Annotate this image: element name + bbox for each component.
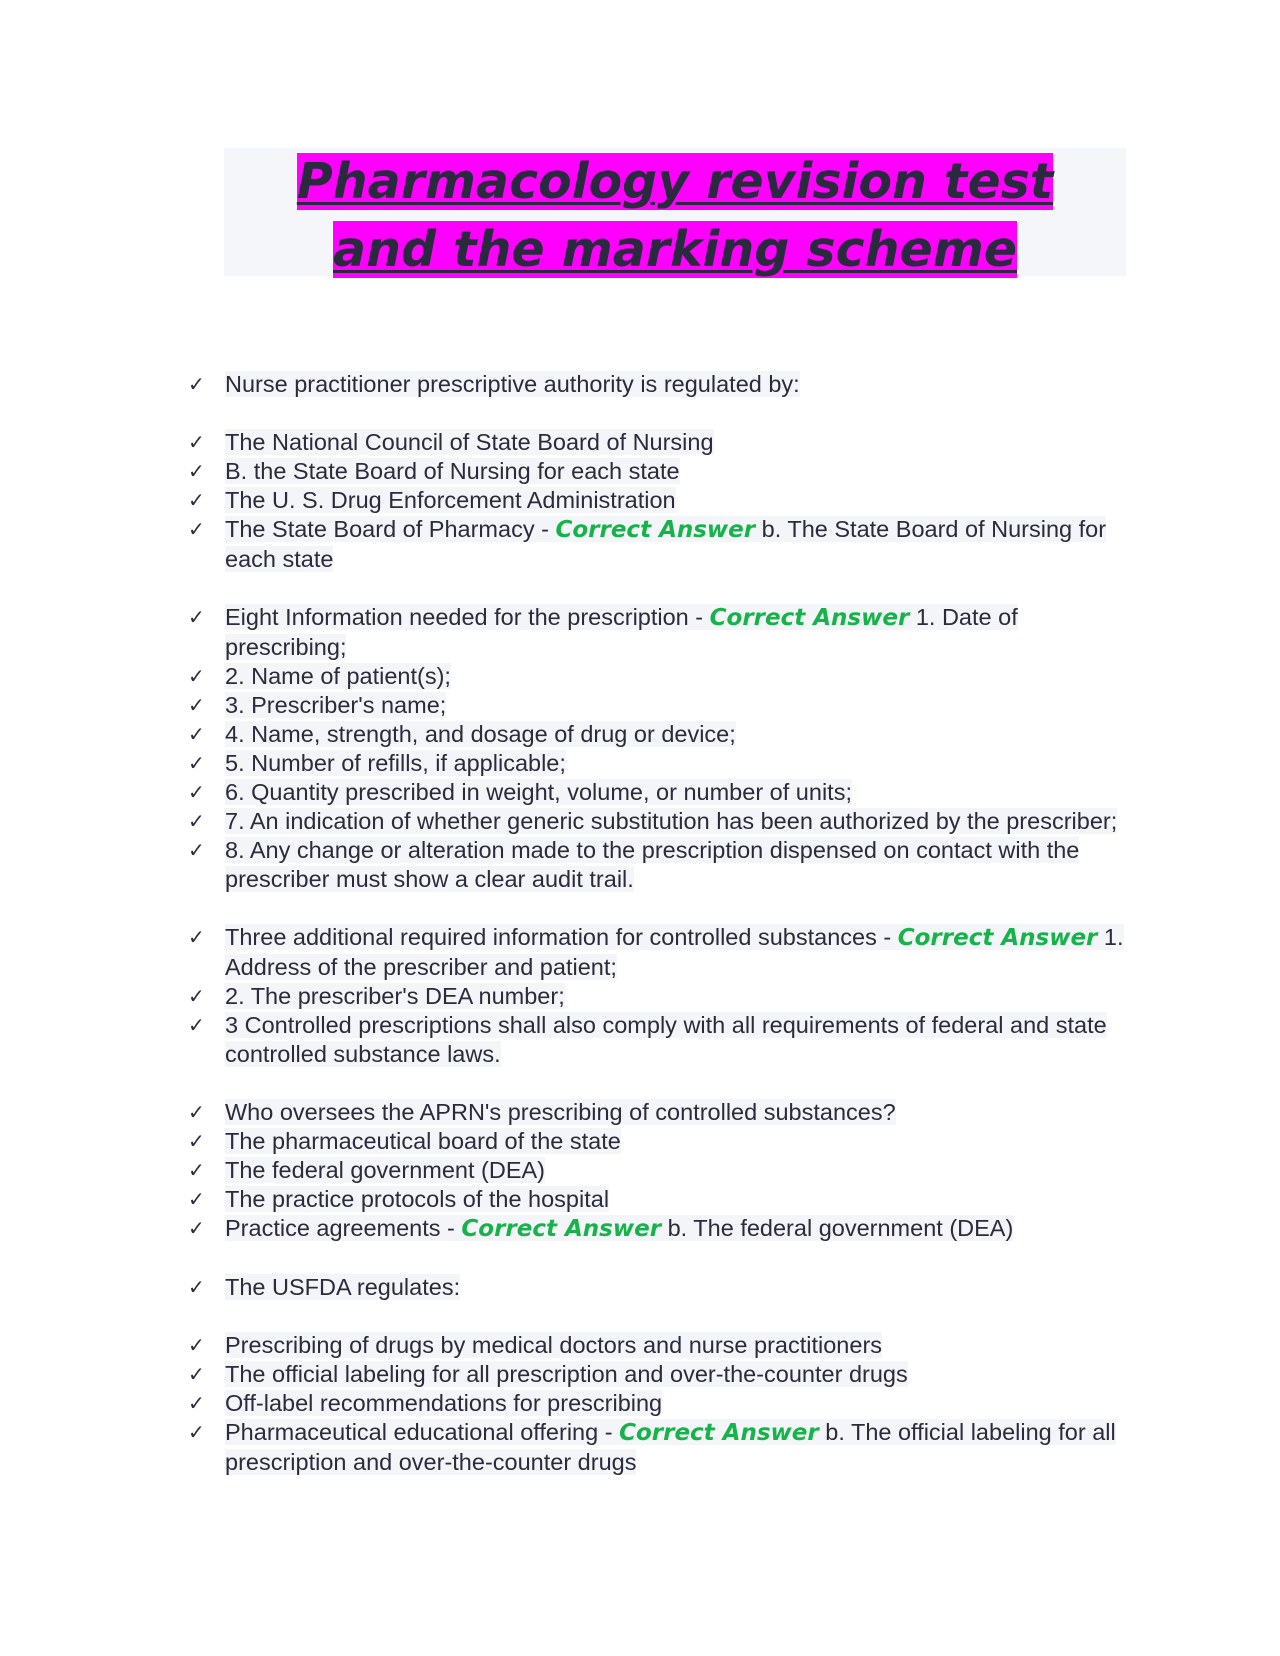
list-item xyxy=(188,1185,1128,1214)
page-title-line-1: Pharmacology revision test xyxy=(296,153,1054,210)
checkmark-icon: ✓ xyxy=(188,664,205,688)
item-text: The practice protocols of the hospital xyxy=(225,1186,610,1212)
list-item xyxy=(188,486,1128,515)
correct-answer-label: Correct Answer xyxy=(709,605,910,631)
list-item xyxy=(188,603,1128,662)
list-item xyxy=(188,1360,1128,1389)
item-text: Who oversees the APRN's prescribing of controlled substances? xyxy=(225,1099,896,1125)
list-item xyxy=(188,923,1128,982)
checkmark-icon: ✓ xyxy=(188,838,205,862)
checkmark-icon: ✓ xyxy=(188,1333,205,1357)
item-text: The State Board of Pharmacy - xyxy=(225,516,556,542)
item-text: Practice agreements - xyxy=(225,1215,462,1241)
checkmark-icon: ✓ xyxy=(188,809,205,833)
checkmark-icon: ✓ xyxy=(188,1100,205,1124)
checkmark-icon: ✓ xyxy=(188,1129,205,1153)
list-item xyxy=(188,1214,1128,1244)
answer-text: b. The federal government (DEA) xyxy=(661,1215,1014,1241)
list-item xyxy=(188,1331,1128,1360)
list-item xyxy=(188,457,1128,486)
item-text: 3. Prescriber's name; xyxy=(225,692,447,718)
list-item xyxy=(188,749,1128,778)
list-item xyxy=(188,1011,1128,1069)
item-text: Off-label recommendations for prescribing xyxy=(225,1390,663,1416)
answer-text: 1. Date of prescribing; xyxy=(225,604,1018,660)
item-text: 5. Number of refills, if applicable; xyxy=(225,750,566,776)
list-item xyxy=(188,370,1128,399)
checkmark-icon: ✓ xyxy=(188,780,205,804)
checkmark-icon: ✓ xyxy=(188,1013,205,1037)
item-text: The USFDA regulates: xyxy=(225,1274,461,1300)
checkmark-icon: ✓ xyxy=(188,1275,205,1299)
list-item xyxy=(188,1418,1128,1477)
checkmark-icon: ✓ xyxy=(188,488,205,512)
list-item xyxy=(188,515,1128,574)
item-text: 8. Any change or alteration made to the prescription dispensed on contact with the prescriber must show a clear audit trail. xyxy=(225,837,1080,892)
question-list xyxy=(188,370,1128,1477)
checkmark-icon: ✓ xyxy=(188,1158,205,1182)
list-item xyxy=(188,836,1128,894)
list-item xyxy=(188,662,1128,691)
checkmark-icon: ✓ xyxy=(188,459,205,483)
list-item xyxy=(188,1389,1128,1418)
item-text: Pharmaceutical educational offering - xyxy=(225,1419,620,1445)
item-text: Eight Information needed for the prescription - xyxy=(225,604,710,630)
item-text: 2. The prescriber's DEA number; xyxy=(225,983,565,1009)
correct-answer-label: Correct Answer xyxy=(619,1420,819,1446)
list-item xyxy=(188,982,1128,1011)
item-text: The pharmaceutical board of the state xyxy=(225,1128,621,1154)
list-item xyxy=(188,691,1128,720)
item-text: 7. An indication of whether generic substitution has been authorized by the prescriber; xyxy=(225,808,1118,834)
item-text: 4. Name, strength, and dosage of drug or device; xyxy=(225,721,736,747)
item-text: 3 Controlled prescriptions shall also comply with all requirements of federal and state controlled substance laws. xyxy=(225,1012,1107,1067)
checkmark-icon: ✓ xyxy=(188,984,205,1008)
checkmark-icon: ✓ xyxy=(188,430,205,454)
checkmark-icon: ✓ xyxy=(188,1187,205,1211)
answer-text: b. The official labeling for all prescription and over-the-counter drugs xyxy=(225,1419,1116,1475)
item-text: The federal government (DEA) xyxy=(225,1157,546,1183)
list-item xyxy=(188,807,1128,836)
checkmark-icon: ✓ xyxy=(188,925,205,949)
list-item xyxy=(188,720,1128,749)
checkmark-icon: ✓ xyxy=(188,1391,205,1415)
checkmark-icon: ✓ xyxy=(188,1420,205,1444)
checkmark-icon: ✓ xyxy=(188,372,205,396)
list-item xyxy=(188,1156,1128,1185)
title-block xyxy=(224,148,1126,276)
correct-answer-label: Correct Answer xyxy=(555,517,756,543)
correct-answer-label: Correct Answer xyxy=(461,1216,662,1242)
list-item xyxy=(188,1098,1128,1127)
item-text: 6. Quantity prescribed in weight, volume, or number of units; xyxy=(225,779,852,805)
list-item xyxy=(188,428,1128,457)
answer-text: 1. Address of the prescriber and patient; xyxy=(225,924,1124,980)
item-text: B. the State Board of Nursing for each state xyxy=(225,458,680,484)
item-text: Prescribing of drugs by medical doctors and nurse practitioners xyxy=(225,1332,883,1358)
checkmark-icon: ✓ xyxy=(188,605,205,629)
list-item xyxy=(188,1273,1128,1302)
answer-text: b. The State Board of Nursing for each state xyxy=(225,516,1107,572)
list-item xyxy=(188,778,1128,807)
correct-answer-label: Correct Answer xyxy=(897,925,1098,951)
item-text: The U. S. Drug Enforcement Administration xyxy=(225,487,676,513)
item-text: Nurse practitioner prescriptive authority is regulated by: xyxy=(225,371,800,397)
item-text: The National Council of State Board of Nursing xyxy=(225,429,714,455)
checkmark-icon: ✓ xyxy=(188,1216,205,1240)
checkmark-icon: ✓ xyxy=(188,693,205,717)
item-text: The official labeling for all prescription and over-the-counter drugs xyxy=(225,1361,908,1387)
list-item xyxy=(188,1127,1128,1156)
checkmark-icon: ✓ xyxy=(188,751,205,775)
checkmark-icon: ✓ xyxy=(188,722,205,746)
page-title-line-2: and the marking scheme xyxy=(333,221,1017,278)
checkmark-icon: ✓ xyxy=(188,1362,205,1386)
item-text: 2. Name of patient(s); xyxy=(225,663,451,689)
item-text: Three additional required information for controlled substances - xyxy=(225,924,898,950)
checkmark-icon: ✓ xyxy=(188,517,205,541)
